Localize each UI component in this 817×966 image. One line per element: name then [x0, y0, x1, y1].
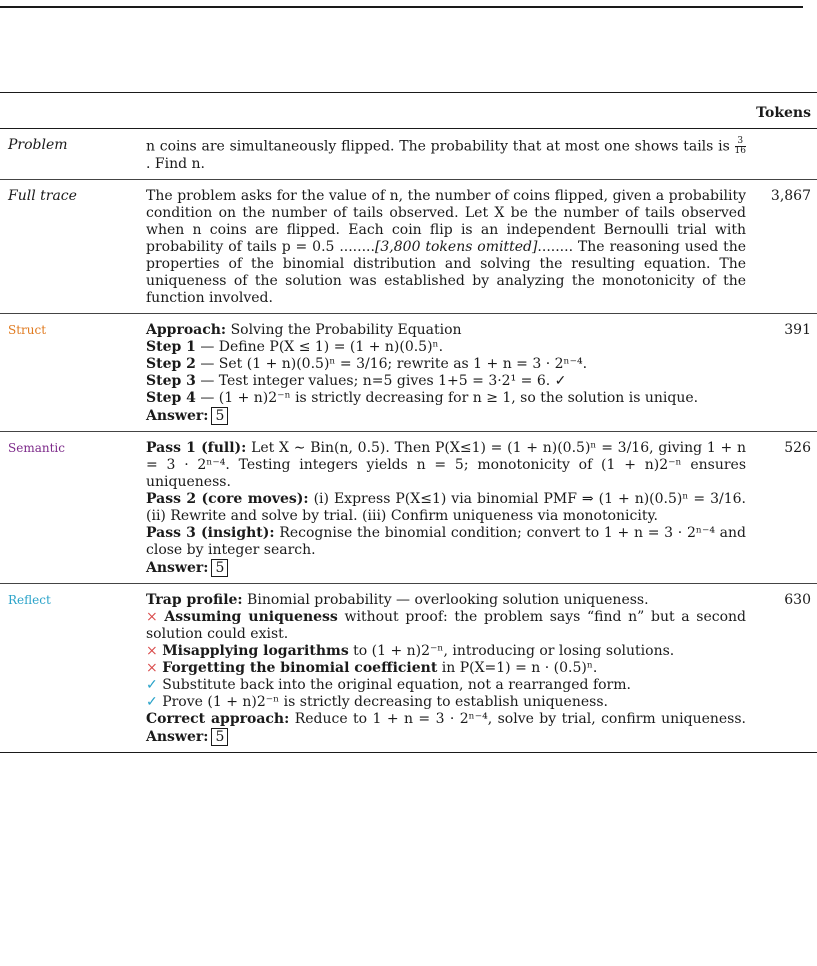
check-item: ✓ Prove (1 + n)2⁻ⁿ is strictly decreasing to establish uniqueness. [146, 694, 608, 710]
cross-item: × Misapplying logarithms to (1 + n)2⁻ⁿ, introducing or losing solutions. [146, 643, 675, 659]
pass-line: Pass 3 (insight): Recognise the binomial condition; convert to 1 + n = 3 · 2ⁿ⁻⁴ and close by integer search. [146, 525, 746, 558]
cross-icon: × [146, 643, 158, 659]
table-row [0, 180, 817, 314]
table-row [0, 314, 817, 432]
tokens-cell: 3,867 [770, 188, 811, 204]
problem-text-b: . Find n. [146, 156, 205, 172]
struct-text [138, 314, 754, 432]
answer-line: Answer: 5 [146, 559, 746, 577]
tokens-cell: 391 [784, 322, 811, 338]
header-row [0, 93, 817, 129]
trace-text-b: ........ The reasoning used the properties of the binomial distribution and solving the resulting equation. The uniqueness of the solution was established by analyzing the monotonicity of the function involved. [146, 239, 746, 306]
table-row [0, 432, 817, 584]
approach-line: Approach: Solving the Probability Equation [146, 322, 462, 338]
row-label-struct: Struct [8, 323, 47, 337]
check-item: ✓ Substitute back into the original equation, not a rearranged form. [146, 677, 631, 693]
answer-line: Answer: 5 [146, 407, 746, 425]
step-line: Step 1 — Define P(X ≤ 1) = (1 + n)(0.5)ⁿ. [146, 339, 444, 355]
omitted-note: [3,800 tokens omitted] [374, 239, 538, 255]
check-icon: ✓ [146, 694, 158, 710]
answer-box: 5 [211, 728, 228, 746]
trap-line: Trap profile: Binomial probability — overlooking solution uniqueness. [146, 592, 649, 608]
cross-item: × Forgetting the binomial coefficient in P(X=1) = n · (0.5)ⁿ. [146, 660, 598, 676]
check-icon: ✓ [146, 677, 158, 693]
top-rule [0, 6, 803, 8]
row-label-full-trace: Full trace [8, 188, 77, 204]
row-label-problem: Problem [8, 137, 68, 153]
comparison-table [0, 92, 817, 753]
trace-text-a: The problem asks for the value of n, the number of coins flipped, given a probability condition on the number of tails observed. Let X be the number of tails observed when n coins are flipped. Each coin flip is an independent Bernoulli trial with probability of tails p = 0.5 ........ [146, 188, 746, 255]
reflect-text [138, 584, 754, 753]
header-blank [0, 93, 138, 129]
table-row [0, 129, 817, 180]
answer-box: 5 [211, 559, 228, 577]
tokens-cell: 630 [784, 592, 811, 608]
pass-line: Pass 2 (core moves): (i) Express P(X≤1) via binomial PMF ⇒ (1 + n)(0.5)ⁿ = 3/16. (ii) Rewrite and solve by trial. (iii) Confirm uniqueness via monotonicity. [146, 491, 746, 524]
semantic-text [138, 432, 754, 584]
tokens-cell [754, 129, 817, 180]
answer-box: 5 [211, 407, 228, 425]
step-line: Step 2 — Set (1 + n)(0.5)ⁿ = 3/16; rewrite as 1 + n = 3 · 2ⁿ⁻⁴. [146, 356, 588, 372]
row-label-semantic: Semantic [8, 441, 65, 455]
correct-line: Correct approach: Reduce to 1 + n = 3 · 2ⁿ⁻⁴, solve by trial, confirm uniqueness. Answer: 5 [146, 711, 746, 745]
cross-icon: × [146, 609, 158, 625]
step-line: Step 3 — Test integer values; n=5 gives 1+5 = 3·2¹ = 6. ✓ [146, 373, 567, 389]
row-label-reflect: Reflect [8, 593, 51, 607]
problem-text [138, 129, 754, 180]
step-line: Step 4 — (1 + n)2⁻ⁿ is strictly decreasing for n ≥ 1, so the solution is unique. [146, 390, 699, 406]
tokens-cell: 526 [784, 440, 811, 456]
full-trace-text [138, 180, 754, 314]
cross-icon: × [146, 660, 158, 676]
table-row [0, 584, 817, 753]
tokens-header: Tokens [756, 105, 811, 121]
pass-line: Pass 1 (full): Let X ∼ Bin(n, 0.5). Then P(X≤1) = (1 + n)(0.5)ⁿ = 3/16, giving 1 + n = 3 · 2ⁿ⁻⁴. Testing integers yields n = 5; monotonicity of (1 + n)2⁻ⁿ ensures uniqueness. [146, 440, 747, 490]
fraction: $\frac{3}{16}$ [734, 136, 746, 156]
problem-text-a: n coins are simultaneously flipped. The probability that at most one shows tails is [146, 138, 735, 155]
cross-item: × Assuming uniqueness without proof: the problem says “find n” but a second solution could exist. [146, 609, 746, 642]
header-blank-2 [138, 93, 754, 129]
